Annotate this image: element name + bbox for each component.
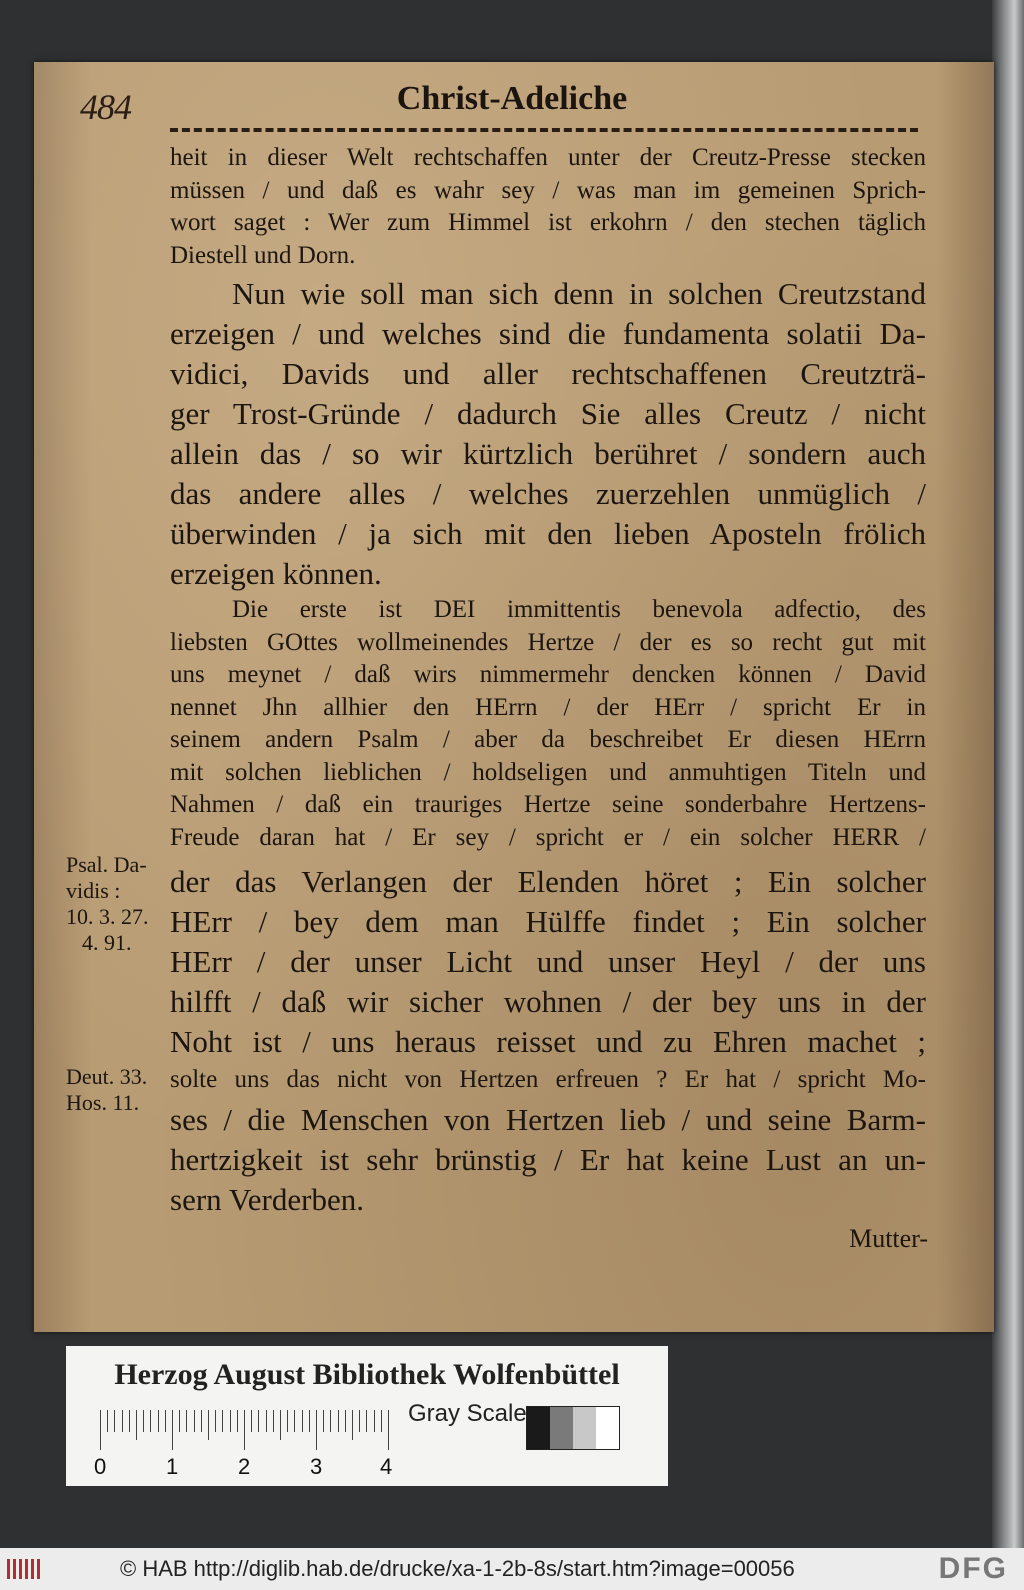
ruler-tick (359, 1410, 360, 1432)
text-line: heit in dieser Welt rechtschaffen unter der Creutz-Presse stecken (170, 144, 926, 171)
ruler-tick (107, 1410, 108, 1432)
text-line: Nahmen / daß ein trauriges Hertze seine sonderbahre Hertzens- (170, 791, 926, 818)
hab-logo-icon (6, 1556, 42, 1582)
paragraph-3-mixed (170, 1064, 926, 1097)
text-line: solte uns das nicht von Hertzen erfreuen ? Er hat / spricht Mo- (170, 1066, 926, 1093)
ruler-tick (114, 1410, 115, 1432)
text-line: erzeigen / und welches sind die fundamenta solatii Da- (170, 316, 926, 351)
gray-scale-swatches (526, 1406, 620, 1450)
ruler-tick (122, 1410, 123, 1432)
text-line: das andere alles / welches zuerzehlen unmüglich / (170, 476, 926, 511)
text-line: wort saget : Wer zum Himmel ist erkohrn / den stechen täglich (170, 209, 926, 236)
header-rule (170, 128, 918, 132)
ruler-tick (294, 1410, 295, 1432)
book-edge (992, 0, 1024, 1548)
text-line: Diestell und Dorn. (170, 241, 356, 269)
ruler-tick (143, 1410, 144, 1432)
text-line: mit solchen lieblichen / holdseligen und anmuhtigen Titeln und (170, 758, 926, 786)
ruler-tick (258, 1410, 259, 1432)
ruler-tick (316, 1410, 317, 1450)
ruler-tick (179, 1410, 180, 1432)
ruler-tick (208, 1410, 209, 1440)
text-line: der das Verlangen der Elenden höret ; Ein solcher (170, 864, 926, 899)
copyright-url[interactable]: © HAB http://diglib.hab.de/drucke/xa-1-2b-8s/start.htm?image=00056 (120, 1556, 795, 1581)
ruler-tick (273, 1410, 274, 1432)
ruler-tick (194, 1410, 195, 1432)
ruler-tick (345, 1410, 346, 1432)
text-line: HErr / bey dem man Hülffe findet ; Ein solcher (170, 904, 926, 939)
text-line: hilfft / daß wir sicher wohnen / der bey uns in der (170, 984, 926, 1019)
ruler-tick (374, 1410, 375, 1432)
text-line: hertzigkeit ist sehr brünstig / Er hat keine Lust an un- (170, 1142, 926, 1177)
ruler-tick (230, 1410, 231, 1432)
ruler-tick (237, 1410, 238, 1432)
ruler-tick (186, 1410, 187, 1432)
ruler-tick (158, 1410, 159, 1432)
ruler-number: 1 (166, 1454, 179, 1479)
ruler-tick (129, 1410, 130, 1432)
text-line: ger Trost-Gründe / dadurch Sie alles Creutz / nicht (170, 396, 926, 431)
ruler-tick (280, 1410, 281, 1440)
ruler-number: 3 (310, 1454, 323, 1479)
text-line: ses / die Menschen von Hertzen lieb / und seine Barm- (170, 1102, 926, 1137)
text-line: Freude daran hat / Er sey / spricht er / ein solcher HERR / (170, 823, 926, 851)
paragraph-1 (170, 142, 926, 272)
text-line: uns meynet / daß wirs nimmermehr dencken können / David (170, 661, 926, 688)
ruler-tick (215, 1410, 216, 1432)
ruler-tick (388, 1410, 389, 1450)
text-line: überwinden / ja sich mit den lieben Aposteln frölich (170, 516, 926, 551)
text-line: vidici, Davids und aller rechtschaffenen Creutzträ- (170, 356, 926, 391)
ruler-tick (323, 1410, 324, 1432)
ruler-tick (244, 1410, 245, 1450)
text-line: HErr / der unser Licht und unser Heyl / der uns (170, 944, 926, 979)
catchword: Mutter- (849, 1224, 928, 1253)
text-line: Nun wie soll man sich denn in solchen Creutzstand (232, 276, 926, 311)
margin-note-line: vidis : (66, 878, 121, 903)
text-line: erzeigen können. (170, 556, 382, 591)
footer-bar (0, 1548, 1024, 1590)
ruler-tick (352, 1410, 353, 1440)
text-line: liebsten GOttes wollmeinendes Hertze / der es so recht gut mit (170, 628, 926, 656)
text-line: Die erste ist DEI immittentis benevola adfectio, des (232, 596, 926, 623)
text-line: allein das / so wir kürtzlich berühret / sondern auch (170, 436, 926, 471)
margin-note-deut (66, 1064, 147, 1116)
ruler-tick (165, 1410, 166, 1432)
margin-note-line: 10. 3. 27. (66, 904, 149, 929)
gray-swatch (596, 1407, 619, 1449)
paragraph-3-small (170, 594, 926, 854)
dfg-logo: DFG (938, 1552, 1008, 1585)
ruler-number: 0 (94, 1454, 107, 1479)
margin-note-psalm (66, 852, 149, 956)
ruler-tick (266, 1410, 267, 1432)
ruler-number: 2 (238, 1454, 251, 1479)
margin-note-line: Hos. 11. (66, 1090, 140, 1115)
institution-name: Herzog August Bibliothek Wolfenbüttel (114, 1358, 620, 1391)
text-line: sern Verderben. (170, 1182, 364, 1217)
paragraph-3-tail (170, 1100, 926, 1220)
ruler-tick (287, 1410, 288, 1432)
ruler-tick (136, 1410, 137, 1440)
text-line: müssen / und daß es wahr sey / was man im gemeinen Sprich- (170, 176, 926, 204)
paragraph-3-large (170, 862, 926, 1062)
text-line: nennet Jhn allhier den HErrn / der HErr / spricht Er in (170, 693, 926, 721)
ruler-tick (330, 1410, 331, 1432)
ruler-tick (302, 1410, 303, 1432)
ruler-tick (100, 1410, 101, 1450)
ruler-tick (309, 1410, 310, 1432)
gray-swatch (550, 1407, 573, 1449)
ruler-tick (381, 1410, 382, 1432)
gray-scale-label: Gray Scale (408, 1400, 527, 1427)
library-label (66, 1346, 668, 1486)
margin-note-line: Deut. 33. (66, 1064, 148, 1089)
ruler-tick (172, 1410, 173, 1450)
ruler (100, 1410, 400, 1450)
text-line: seinem andern Psalm / aber da beschreibet Er diesen HErrn (170, 726, 926, 753)
paragraph-2 (170, 274, 926, 594)
text-line: Noht ist / uns heraus reisset und zu Ehren machet ; (170, 1024, 926, 1059)
page-number: 484 (80, 87, 131, 127)
running-title: Christ-Adeliche (396, 80, 628, 117)
ruler-tick (150, 1410, 151, 1432)
ruler-tick (338, 1410, 339, 1432)
ruler-number: 4 (380, 1454, 393, 1479)
ruler-tick (222, 1410, 223, 1432)
ruler-tick (366, 1410, 367, 1432)
margin-note-line: Psal. Da- (66, 852, 147, 877)
gray-swatch (573, 1407, 596, 1449)
ruler-tick (251, 1410, 252, 1432)
ruler-tick (201, 1410, 202, 1432)
gray-swatch (527, 1407, 550, 1449)
margin-note-line: 4. 91. (82, 930, 132, 955)
